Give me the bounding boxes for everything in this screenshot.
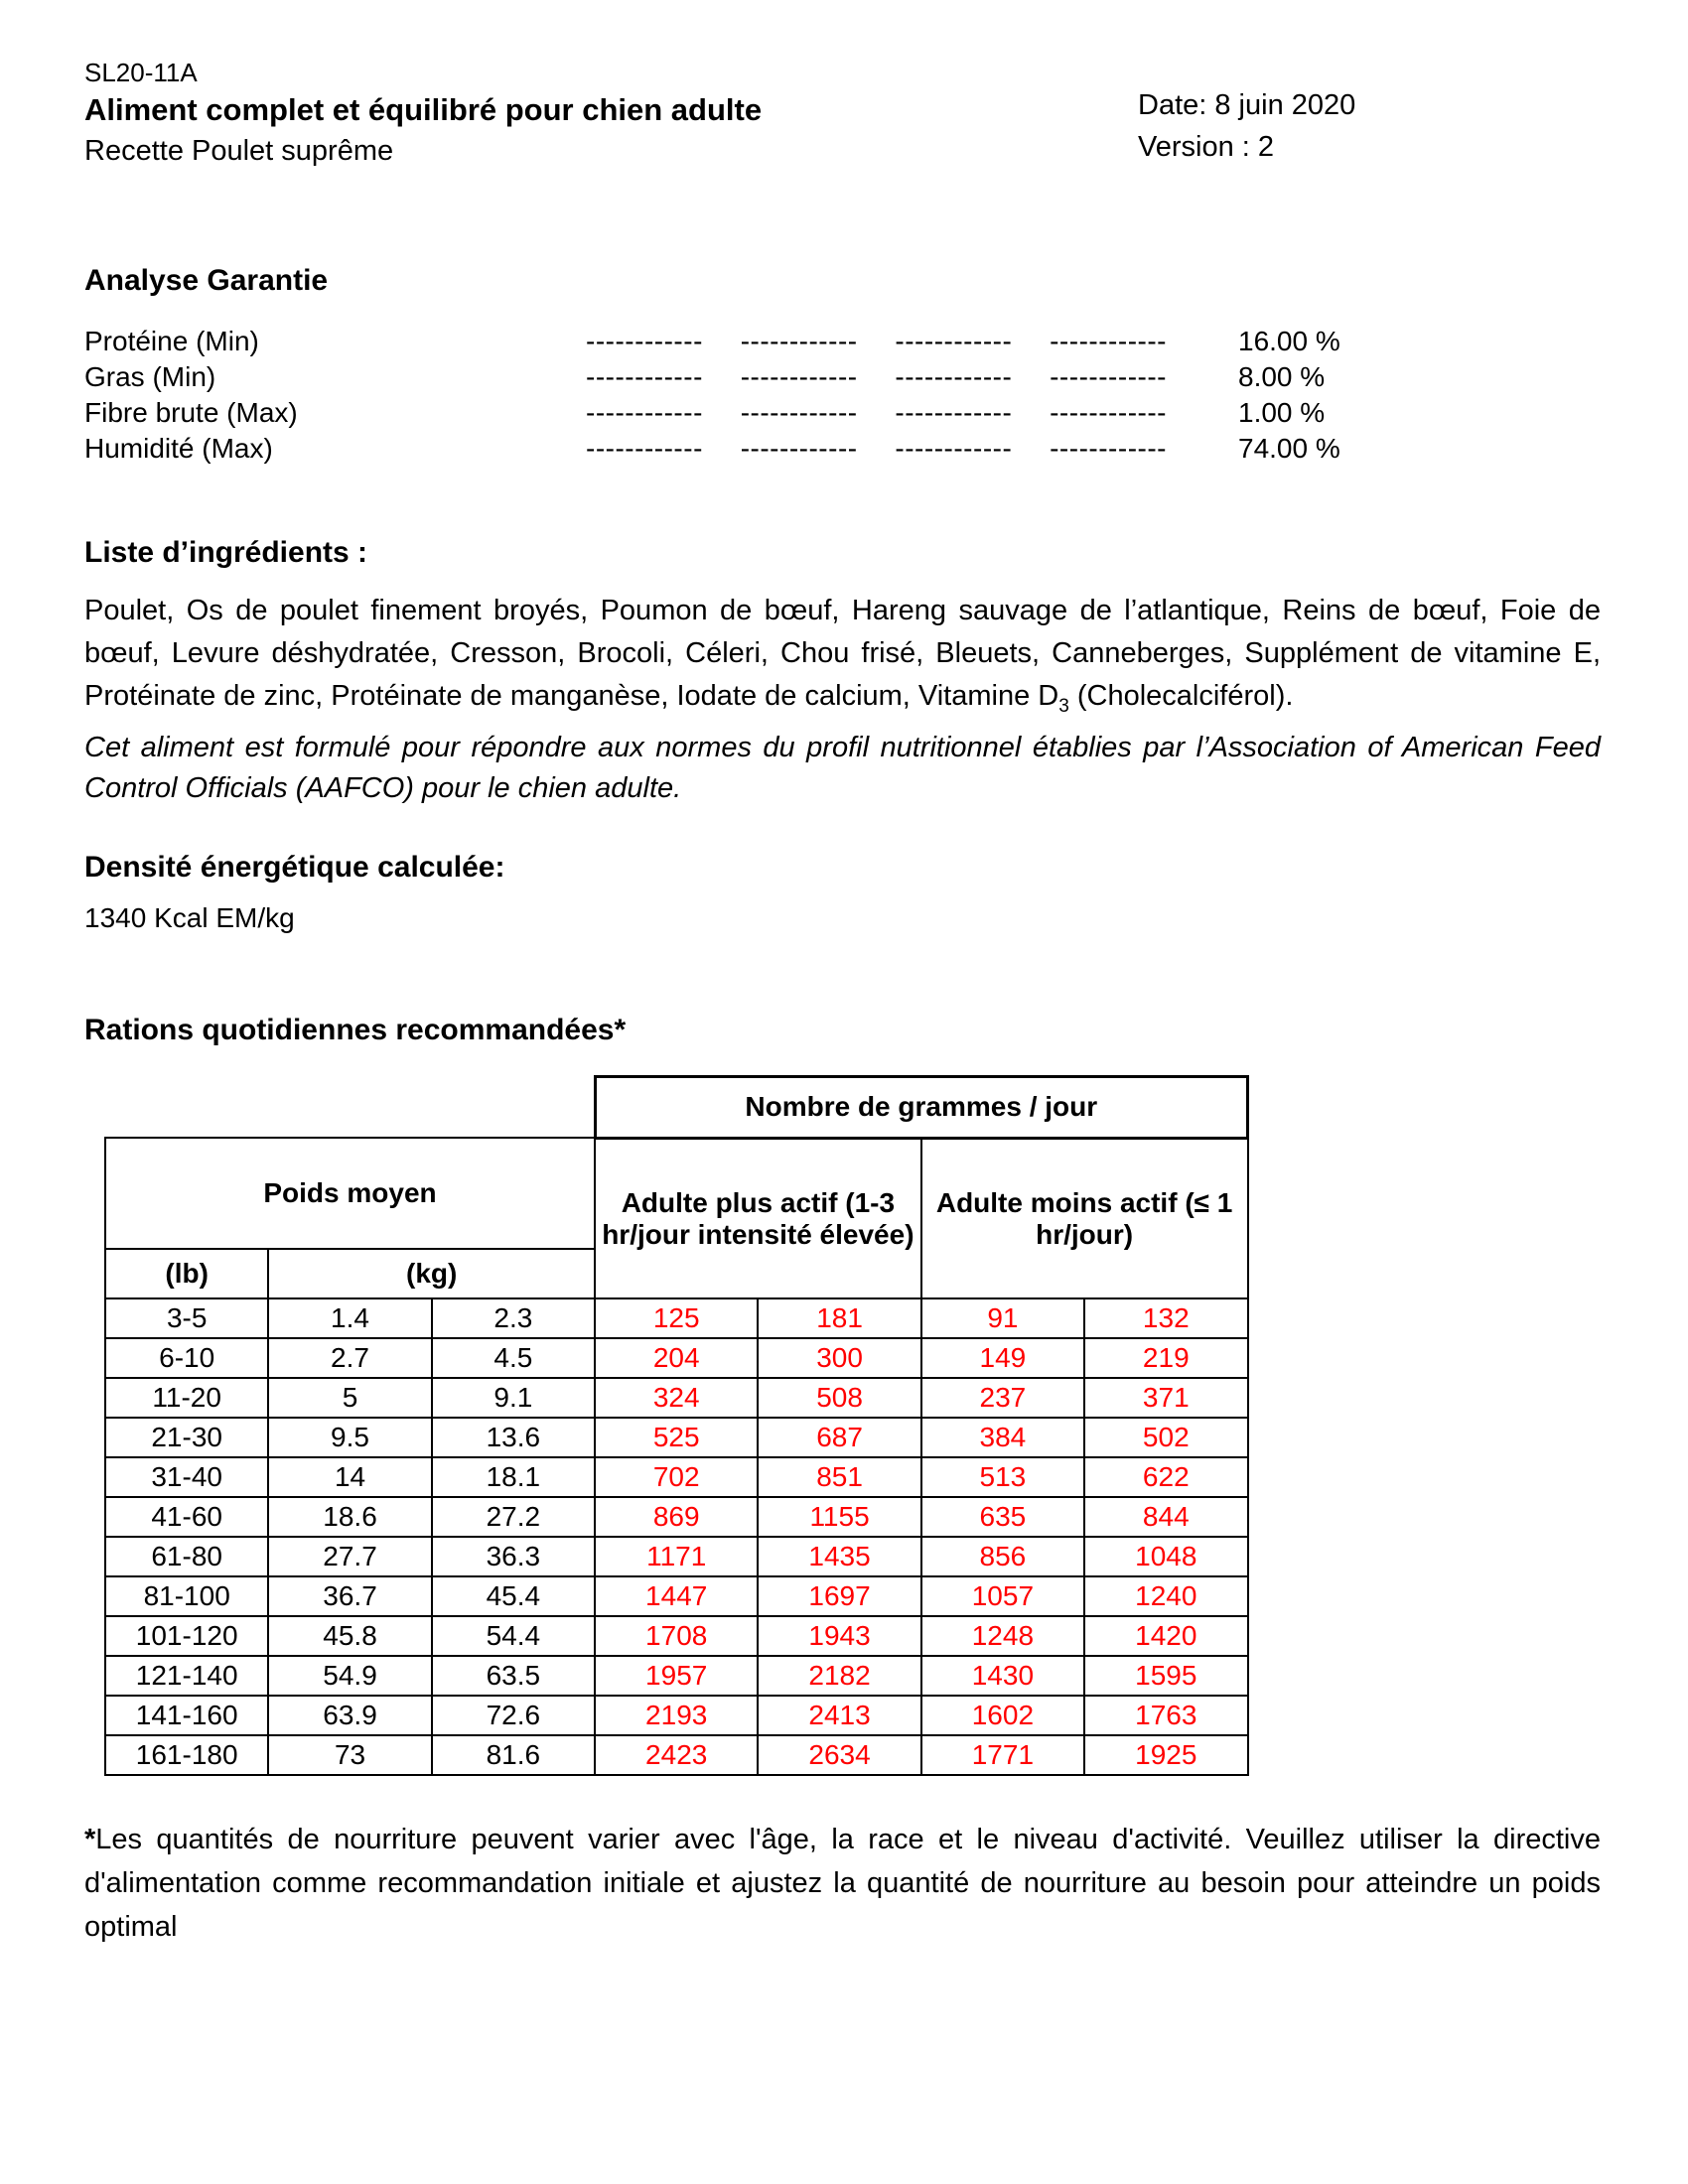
energy-heading: Densité énergétique calculée: xyxy=(84,850,505,884)
ingredients-text-end: (Cholecalciférol). xyxy=(1068,680,1294,712)
kg-cell: 2.7 xyxy=(268,1338,431,1378)
table-row xyxy=(105,1656,1248,1696)
grams-cell: 1435 xyxy=(758,1537,920,1576)
analysis-value: 74.00 % xyxy=(1238,433,1340,464)
grams-cell: 181 xyxy=(758,1298,920,1338)
lb-cell: 31-40 xyxy=(105,1457,268,1497)
table-row xyxy=(105,1696,1248,1735)
lb-cell: 161-180 xyxy=(105,1735,268,1775)
analysis-label: Fibre brute (Max) xyxy=(84,397,298,428)
lb-cell: 21-30 xyxy=(105,1418,268,1457)
kg-cell: 4.5 xyxy=(432,1338,595,1378)
title-row xyxy=(84,89,1601,131)
grams-cell: 1447 xyxy=(595,1576,758,1616)
kg-cell: 45.8 xyxy=(268,1616,431,1656)
grams-cell: 525 xyxy=(595,1418,758,1457)
kg-cell: 9.1 xyxy=(432,1378,595,1418)
grams-cell: 237 xyxy=(921,1378,1084,1418)
lb-cell: 41-60 xyxy=(105,1497,268,1537)
grams-cell: 502 xyxy=(1084,1418,1247,1457)
grams-cell: 371 xyxy=(1084,1378,1247,1418)
analysis-label: Gras (Min) xyxy=(84,361,216,392)
grams-cell: 1420 xyxy=(1084,1616,1247,1656)
kg-header-cell: (kg) xyxy=(268,1249,595,1298)
table-row xyxy=(105,1378,1248,1418)
recipe-name: Recette Poulet suprême xyxy=(84,135,394,167)
dash-run: ------------ xyxy=(1050,433,1167,464)
dash-run: ------------ xyxy=(1050,397,1167,428)
kg-cell: 81.6 xyxy=(432,1735,595,1775)
table-row xyxy=(105,1497,1248,1537)
grams-cell: 1763 xyxy=(1084,1696,1247,1735)
lb-cell: 61-80 xyxy=(105,1537,268,1576)
dash-run: ------------ xyxy=(895,397,1013,428)
table-row xyxy=(105,1735,1248,1775)
kg-cell: 73 xyxy=(268,1735,431,1775)
kg-cell: 9.5 xyxy=(268,1418,431,1457)
lb-header-cell: (lb) xyxy=(105,1249,268,1298)
grams-cell: 622 xyxy=(1084,1457,1247,1497)
analysis-row xyxy=(84,397,1601,433)
grams-cell: 1925 xyxy=(1084,1735,1247,1775)
grams-cell: 2193 xyxy=(595,1696,758,1735)
kg-cell: 36.7 xyxy=(268,1576,431,1616)
kg-cell: 54.9 xyxy=(268,1656,431,1696)
dash-run: ------------ xyxy=(895,433,1013,464)
lb-cell: 141-160 xyxy=(105,1696,268,1735)
grams-cell: 1943 xyxy=(758,1616,920,1656)
analysis-row xyxy=(84,361,1601,397)
table-row xyxy=(105,1298,1248,1338)
kg-cell: 27.7 xyxy=(268,1537,431,1576)
dash-run: ------------ xyxy=(740,397,858,428)
grams-cell: 132 xyxy=(1084,1298,1247,1338)
grams-cell: 1248 xyxy=(921,1616,1084,1656)
lb-cell: 81-100 xyxy=(105,1576,268,1616)
ingredients-text xyxy=(84,590,1601,728)
aafco-note: Cet aliment est formulé pour répondre aux normes du profil nutritionnel établies par l’Association of American Feed Control Officials (AAFCO) pour le chien adulte. xyxy=(84,731,1601,804)
analysis-value: 16.00 % xyxy=(1238,326,1340,356)
empty-corner-cell xyxy=(105,1076,595,1138)
kg-cell: 72.6 xyxy=(432,1696,595,1735)
analysis-value: 8.00 % xyxy=(1238,361,1326,392)
dash-run: ------------ xyxy=(586,433,703,464)
kg-cell: 13.6 xyxy=(432,1418,595,1457)
grams-cell: 856 xyxy=(921,1537,1084,1576)
doc-code: SL20-11A xyxy=(84,58,198,87)
more-active-header-cell: Adulte plus actif (1-3 hr/jour intensité élevée) xyxy=(595,1138,921,1298)
table-row xyxy=(105,1576,1248,1616)
kg-cell: 45.4 xyxy=(432,1576,595,1616)
lb-cell: 6-10 xyxy=(105,1338,268,1378)
lb-cell: 121-140 xyxy=(105,1656,268,1696)
footnote-asterisk: * xyxy=(84,1824,96,1856)
grams-cell: 1057 xyxy=(921,1576,1084,1616)
weight-header-cell: Poids moyen xyxy=(105,1138,595,1249)
grams-cell: 2423 xyxy=(595,1735,758,1775)
grams-cell: 324 xyxy=(595,1378,758,1418)
subtitle-row xyxy=(84,131,1601,171)
guaranteed-analysis-rows xyxy=(84,326,1601,469)
table-row xyxy=(105,1418,1248,1457)
grams-cell: 149 xyxy=(921,1338,1084,1378)
analysis-dashes xyxy=(586,397,1167,429)
dash-run: ------------ xyxy=(586,361,703,392)
dash-run: ------------ xyxy=(740,326,858,356)
grams-cell: 219 xyxy=(1084,1338,1247,1378)
dash-run: ------------ xyxy=(1050,326,1167,356)
dash-run: ------------ xyxy=(1050,361,1167,392)
less-active-header-cell: Adulte moins actif (≤ 1 hr/jour) xyxy=(921,1138,1248,1298)
kg-cell: 63.5 xyxy=(432,1656,595,1696)
analysis-label: Humidité (Max) xyxy=(84,433,273,464)
vitamin-d3-subscript: 3 xyxy=(1058,695,1069,717)
grams-cell: 869 xyxy=(595,1497,758,1537)
kg-cell: 18.6 xyxy=(268,1497,431,1537)
ingredients-text-main: Poulet, Os de poulet finement broyés, Poumon de bœuf, Hareng sauvage de l’atlantique, Reins de bœuf, Foie de bœuf, Levure déshydratée, Cresson, Brocoli, Céleri, Chou frisé, Bleuets, Canneberges, Supplément de vitamine E, Protéinate de zinc, Protéinate de manganèse, Iodate de calcium, Vitamine D xyxy=(84,595,1601,712)
dash-run: ------------ xyxy=(586,326,703,356)
grams-cell: 91 xyxy=(921,1298,1084,1338)
grams-cell: 2634 xyxy=(758,1735,920,1775)
guaranteed-analysis-heading: Analyse Garantie xyxy=(84,264,329,297)
grams-cell: 1957 xyxy=(595,1656,758,1696)
grams-cell: 2182 xyxy=(758,1656,920,1696)
kg-cell: 36.3 xyxy=(432,1537,595,1576)
energy-value: 1340 Kcal EM/kg xyxy=(84,901,295,933)
doc-version: Version : 2 xyxy=(1138,131,1275,163)
activity-header-row xyxy=(105,1138,1248,1249)
analysis-row xyxy=(84,326,1601,361)
footnote xyxy=(84,1818,1601,1949)
dash-run: ------------ xyxy=(586,397,703,428)
grams-cell: 2413 xyxy=(758,1696,920,1735)
grams-cell: 513 xyxy=(921,1457,1084,1497)
grams-cell: 508 xyxy=(758,1378,920,1418)
rations-table xyxy=(104,1075,1249,1777)
doc-date: Date: 8 juin 2020 xyxy=(1138,89,1356,121)
kg-cell: 18.1 xyxy=(432,1457,595,1497)
dash-run: ------------ xyxy=(740,361,858,392)
grams-cell: 125 xyxy=(595,1298,758,1338)
grams-header-row xyxy=(105,1076,1248,1138)
grams-cell: 1771 xyxy=(921,1735,1084,1775)
dash-run: ------------ xyxy=(895,326,1013,356)
kg-cell: 27.2 xyxy=(432,1497,595,1537)
dash-run: ------------ xyxy=(740,433,858,464)
table-row xyxy=(105,1537,1248,1576)
analysis-dashes xyxy=(586,433,1167,465)
lb-cell: 101-120 xyxy=(105,1616,268,1656)
grams-cell: 635 xyxy=(921,1497,1084,1537)
rations-heading: Rations quotidiennes recommandées* xyxy=(84,1013,627,1046)
kg-cell: 5 xyxy=(268,1378,431,1418)
kg-cell: 14 xyxy=(268,1457,431,1497)
table-row xyxy=(105,1338,1248,1378)
analysis-value: 1.00 % xyxy=(1238,397,1326,428)
grams-cell: 851 xyxy=(758,1457,920,1497)
grams-cell: 844 xyxy=(1084,1497,1247,1537)
dash-run: ------------ xyxy=(895,361,1013,392)
footnote-text: Les quantités de nourriture peuvent varier avec l'âge, la race et le niveau d'activité. Veuillez utiliser la directive d'alimentation comme recommandation initiale et ajustez la quantité de nourriture au besoin pour atteindre un poids optimal xyxy=(84,1824,1601,1944)
lb-cell: 11-20 xyxy=(105,1378,268,1418)
table-row xyxy=(105,1457,1248,1497)
grams-cell: 384 xyxy=(921,1418,1084,1457)
grams-cell: 1602 xyxy=(921,1696,1084,1735)
grams-cell: 1708 xyxy=(595,1616,758,1656)
grams-cell: 1430 xyxy=(921,1656,1084,1696)
kg-cell: 63.9 xyxy=(268,1696,431,1735)
analysis-dashes xyxy=(586,326,1167,357)
grams-cell: 1048 xyxy=(1084,1537,1247,1576)
grams-cell: 204 xyxy=(595,1338,758,1378)
grams-cell: 1155 xyxy=(758,1497,920,1537)
kg-cell: 1.4 xyxy=(268,1298,431,1338)
analysis-row xyxy=(84,433,1601,469)
grams-cell: 687 xyxy=(758,1418,920,1457)
grams-cell: 702 xyxy=(595,1457,758,1497)
analysis-label: Protéine (Min) xyxy=(84,326,259,356)
grams-cell: 300 xyxy=(758,1338,920,1378)
kg-cell: 54.4 xyxy=(432,1616,595,1656)
table-row xyxy=(105,1616,1248,1656)
grams-cell: 1595 xyxy=(1084,1656,1247,1696)
grams-header-cell: Nombre de grammes / jour xyxy=(595,1076,1247,1138)
grams-cell: 1171 xyxy=(595,1537,758,1576)
kg-cell: 2.3 xyxy=(432,1298,595,1338)
page-title: Aliment complet et équilibré pour chien adulte xyxy=(84,92,763,127)
grams-cell: 1240 xyxy=(1084,1576,1247,1616)
lb-cell: 3-5 xyxy=(105,1298,268,1338)
ingredients-heading: Liste d’ingrédients : xyxy=(84,536,368,569)
grams-cell: 1697 xyxy=(758,1576,920,1616)
analysis-dashes xyxy=(586,361,1167,393)
